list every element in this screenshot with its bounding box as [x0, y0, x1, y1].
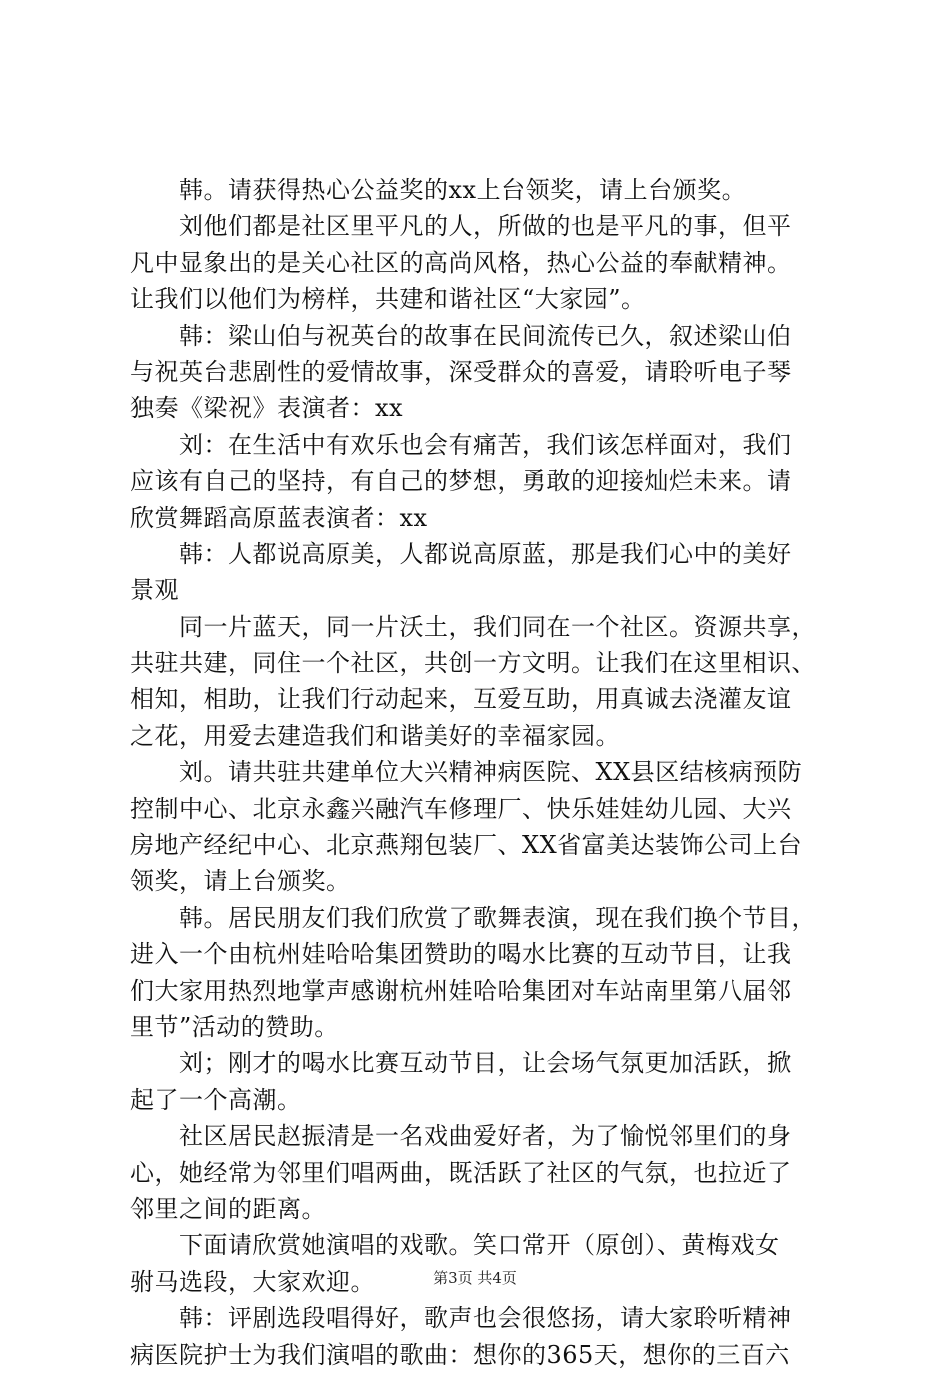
text-line: 景观 [130, 576, 179, 605]
text-line: 让我们以他们为榜样，共建和谐社区“大家园”。 [130, 285, 646, 314]
text-line: 与祝英台悲剧性的爱情故事，深受群众的喜爱，请聆听电子琴 [130, 357, 792, 386]
text-line: 刘：在生活中有欢乐也会有痛苦，我们该怎样面对，我们 [130, 430, 792, 459]
text-line: 们大家用热烈地掌声感谢杭州娃哈哈集团对车站南里第八届邻 [130, 976, 792, 1005]
text-line: 欣赏舞蹈高原蓝表演者：xx [130, 503, 428, 532]
document-body [130, 172, 830, 1373]
text-line: 里节”活动的赞助。 [130, 1012, 339, 1041]
text-line: 凡中显象出的是关心社区的高尚风格，热心公益的奉献精神。 [130, 248, 792, 277]
text-line: 社区居民赵振清是一名戏曲爱好者，为了愉悦邻里们的身 [130, 1122, 792, 1151]
text-line: 领奖，请上台颁奖。 [130, 867, 351, 896]
text-line: 独奏《梁祝》表演者：xx [130, 394, 404, 423]
text-line: 韩。居民朋友们我们欣赏了歌舞表演，现在我们换个节目， [130, 903, 816, 932]
text-line: 进入一个由杭州娃哈哈集团赞助的喝水比赛的互动节目，让我 [130, 940, 792, 969]
text-line: 病医院护士为我们演唱的歌曲：想你的365天，想你的三百六 [130, 1340, 790, 1369]
text-line: 韩：评剧选段唱得好，歌声也会很悠扬，请大家聆听精神 [130, 1304, 792, 1333]
text-line: 同一片蓝天，同一片沃土，我们同在一个社区。资源共享， [130, 612, 816, 641]
text-line: 相知，相助，让我们行动起来，互爱互助，用真诚去浇灌友谊 [130, 685, 792, 714]
text-line: 起了一个高潮。 [130, 1085, 302, 1114]
text-line: 心，她经常为邻里们唱两曲，既活跃了社区的气氛，也拉近了 [130, 1158, 792, 1187]
text-line: 下面请欣赏她演唱的戏歌。笑口常开（原创）、黄梅戏女 [130, 1231, 780, 1260]
text-line: 韩：梁山伯与祝英台的故事在民间流传已久，叙述梁山伯 [130, 321, 792, 350]
text-line: 房地产经纪中心、北京燕翔包装厂、XX省富美达装饰公司上台 [130, 831, 803, 860]
text-line: 刘；刚才的喝水比赛互动节目，让会场气氛更加活跃，掀 [130, 1049, 792, 1078]
page-footer: 第3页 共4页 [433, 1269, 517, 1287]
text-line: 驸马选段，大家欢迎。 [130, 1267, 375, 1296]
text-line: 应该有自己的坚持，有自己的梦想，勇敢的迎接灿烂未来。请 [130, 467, 792, 496]
text-line: 韩。请获得热心公益奖的xx上台领奖，请上台颁奖。 [130, 176, 747, 204]
text-line: 刘。请共驻共建单位大兴精神病医院、XX县区结核病预防 [130, 758, 803, 787]
text-line: 刘他们都是社区里平凡的人，所做的也是平凡的事，但平 [130, 212, 792, 241]
text-line: 共驻共建，同住一个社区，共创一方文明。让我们在这里相识、 [130, 649, 816, 678]
text-line: 控制中心、北京永鑫兴融汽车修理厂、快乐娃娃幼儿园、大兴 [130, 794, 792, 823]
text-line: 之花，用爱去建造我们和谐美好的幸福家园。 [130, 721, 620, 750]
text-line: 邻里之间的距离。 [130, 1194, 326, 1223]
text-line: 韩：人都说高原美，人都说高原蓝，那是我们心中的美好 [130, 539, 792, 568]
